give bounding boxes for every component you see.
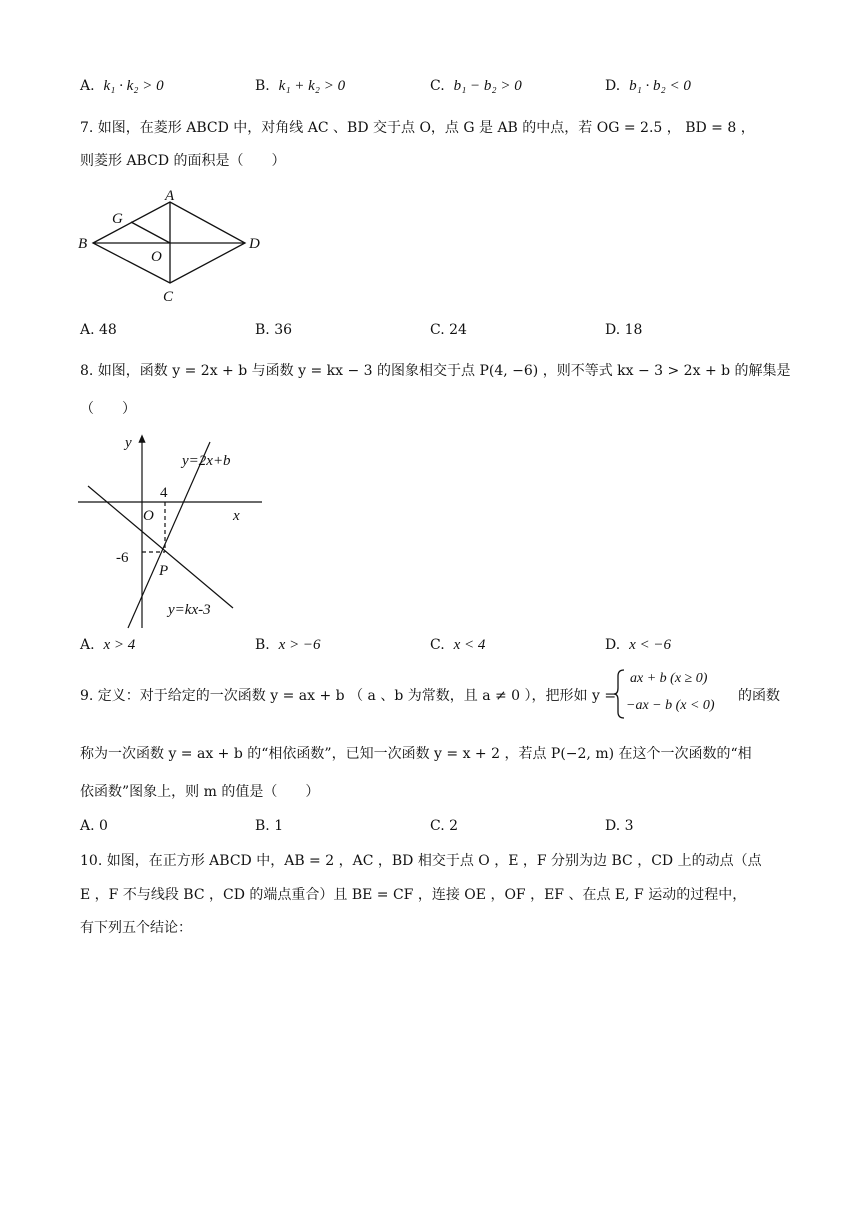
q9-text-line2: 称为一次函数 y = ax + b 的“相依函数”，已知一次函数 y = x + 2 ，若点 P(−2, m) 在这个一次函数的“相 [80, 746, 752, 762]
q9-text-line3: 依函数”图象上，则 m 的值是（ ） [80, 784, 320, 800]
piecewise-case-2: −ax − b (x < 0) [626, 698, 715, 713]
line-kx-minus-3 [88, 486, 233, 608]
q9-option-c: C. 2 [430, 818, 459, 834]
q6-option-c: C. b₁ − b₂ > 0 [430, 78, 522, 94]
segment-og [131, 222, 170, 243]
q6-option-d: D. b₁ · b₂ < 0 [605, 78, 691, 94]
label-x-tick: 4 [160, 485, 168, 501]
q8-text-line1: 8. 如图，函数 y = 2x + b 与函数 y = kx − 3 的图象相交于点 P(4, −6) ，则不等式 kx − 3 > 2x + b 的解集是 [80, 363, 791, 379]
piecewise-brace [614, 668, 626, 720]
label-y: y [125, 435, 132, 451]
q8-option-a: A. x > 4 [80, 637, 136, 653]
q6-option-b: B. k₁ + k₂ > 0 [255, 78, 346, 94]
q7-text-line1: 7. 如图，在菱形 ABCD 中，对角线 AC 、BD 交于点 O，点 G 是 AB 的中点，若 OG = 2.5 ， BD = 8 ， [80, 120, 755, 136]
q8-text-line2: （ ） [80, 401, 136, 417]
q9-text-line1: 9. 定义：对于给定的一次函数 y = ax + b （ a 、b 为常数，且 a ≠ 0 ），把形如 y = [80, 688, 617, 704]
function-graph-figure [70, 428, 270, 633]
q10-text-line3: 有下列五个结论： [80, 920, 192, 936]
label-g: G [112, 211, 123, 227]
q7-option-a: A. 48 [80, 322, 117, 338]
label-line-kx-minus-3: y=kx-3 [168, 602, 211, 618]
q9-text-line1-end: 的函数 [738, 688, 780, 704]
q8-option-c: C. x < 4 [430, 637, 486, 653]
q9-option-d: D. 3 [605, 818, 634, 834]
q6-option-a: A. k₁ · k₂ > 0 [80, 78, 164, 94]
q9-option-b: B. 1 [255, 818, 284, 834]
label-p: P [159, 563, 169, 579]
label-d: D [249, 236, 260, 252]
label-a: A [165, 188, 175, 204]
q7-text-line2: 则菱形 ABCD 的面积是（ ） [80, 153, 286, 169]
label-x: x [233, 508, 240, 524]
label-origin: O [143, 508, 154, 524]
label-o: O [151, 249, 162, 265]
label-c: C [163, 289, 174, 305]
q9-option-a: A. 0 [80, 818, 108, 834]
q8-option-b: B. x > −6 [255, 637, 321, 653]
rhombus-figure [70, 182, 270, 307]
q7-option-d: D. 18 [605, 322, 643, 338]
label-b: B [78, 236, 88, 252]
q7-option-c: C. 24 [430, 322, 467, 338]
q10-text-line2: E ，F 不与线段 BC ，CD 的端点重合）且 BE = CF ，连接 OE ，OF ，EF 、在点 E, F 运动的过程中， [80, 887, 747, 903]
q8-option-d: D. x < −6 [605, 637, 671, 653]
piecewise-case-1: ax + b (x ≥ 0) [630, 671, 708, 686]
q7-option-b: B. 36 [255, 322, 293, 338]
label-line-2x-plus-b: y=2x+b [182, 453, 231, 469]
line-2x-plus-b [128, 442, 210, 628]
q10-text-line1: 10. 如图，在正方形 ABCD 中，AB = 2 ，AC ，BD 相交于点 O ，E ，F 分别为边 BC ，CD 上的动点（点 [80, 853, 762, 869]
label-y-tick: -6 [116, 550, 129, 566]
